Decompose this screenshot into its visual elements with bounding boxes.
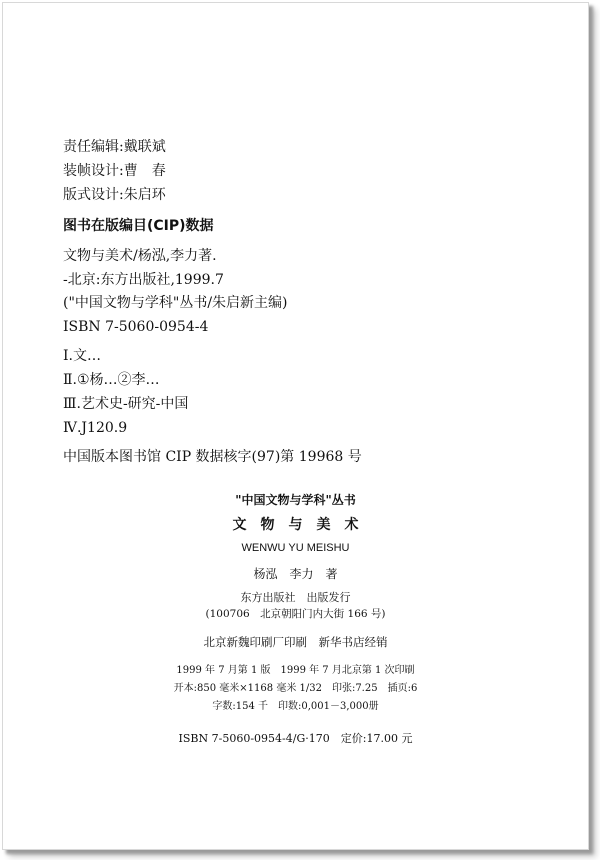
layout-design-credit: 版式设计:朱启环 [63,187,166,203]
publisher-address: (100706 北京朝阳门内大街 166 号) [205,608,386,620]
editor-credit: 责任编辑:戴联斌 [63,139,166,155]
cip-heading: 图书在版编目(CIP)数据 [63,218,214,234]
cip-classification: Ⅱ.①杨…②李… [63,372,160,388]
authors: 杨泓 李力 著 [253,567,338,581]
binding-design-credit: 装帧设计:曹 春 [63,163,166,179]
cip-isbn: ISBN 7-5060-0954-4 [63,319,209,335]
cip-record-number: 中国版本图书馆 CIP 数据核字(97)第 19968 号 [63,449,362,465]
cip-classification: Ⅳ.J120.9 [63,420,128,436]
copyright-page [2,2,589,850]
printer: 北京新魏印刷厂印刷 新华书店经销 [203,635,388,649]
format-info: 开本:850 毫米×1168 毫米 1/32 印张:7.25 插页:6 [173,683,418,694]
cip-line: -北京:东方出版社,1999.7 [63,272,224,288]
wordcount-info: 字数:154 千 印数:0,001－3,000册 [212,701,379,712]
book-title-pinyin: WENWU YU MEISHU [241,542,350,554]
book-title: 文 物 与 美 术 [232,517,359,533]
cip-line: 文物与美术/杨泓,李力著. [63,248,217,264]
edition-info: 1999 年 7 月第 1 版 1999 年 7 月北京第 1 次印刷 [176,665,415,676]
cip-classification: Ⅲ.艺术史-研究-中国 [63,396,189,412]
series-title: "中国文物与学科"丛书 [235,493,356,507]
cip-line: ("中国文物与学科"丛书/朱启新主编) [63,295,288,311]
isbn-price: ISBN 7-5060-0954-4/G·170 定价:17.00 元 [178,732,413,745]
cip-classification: Ⅰ.文… [63,348,101,364]
publisher: 东方出版社 出版发行 [240,591,351,604]
